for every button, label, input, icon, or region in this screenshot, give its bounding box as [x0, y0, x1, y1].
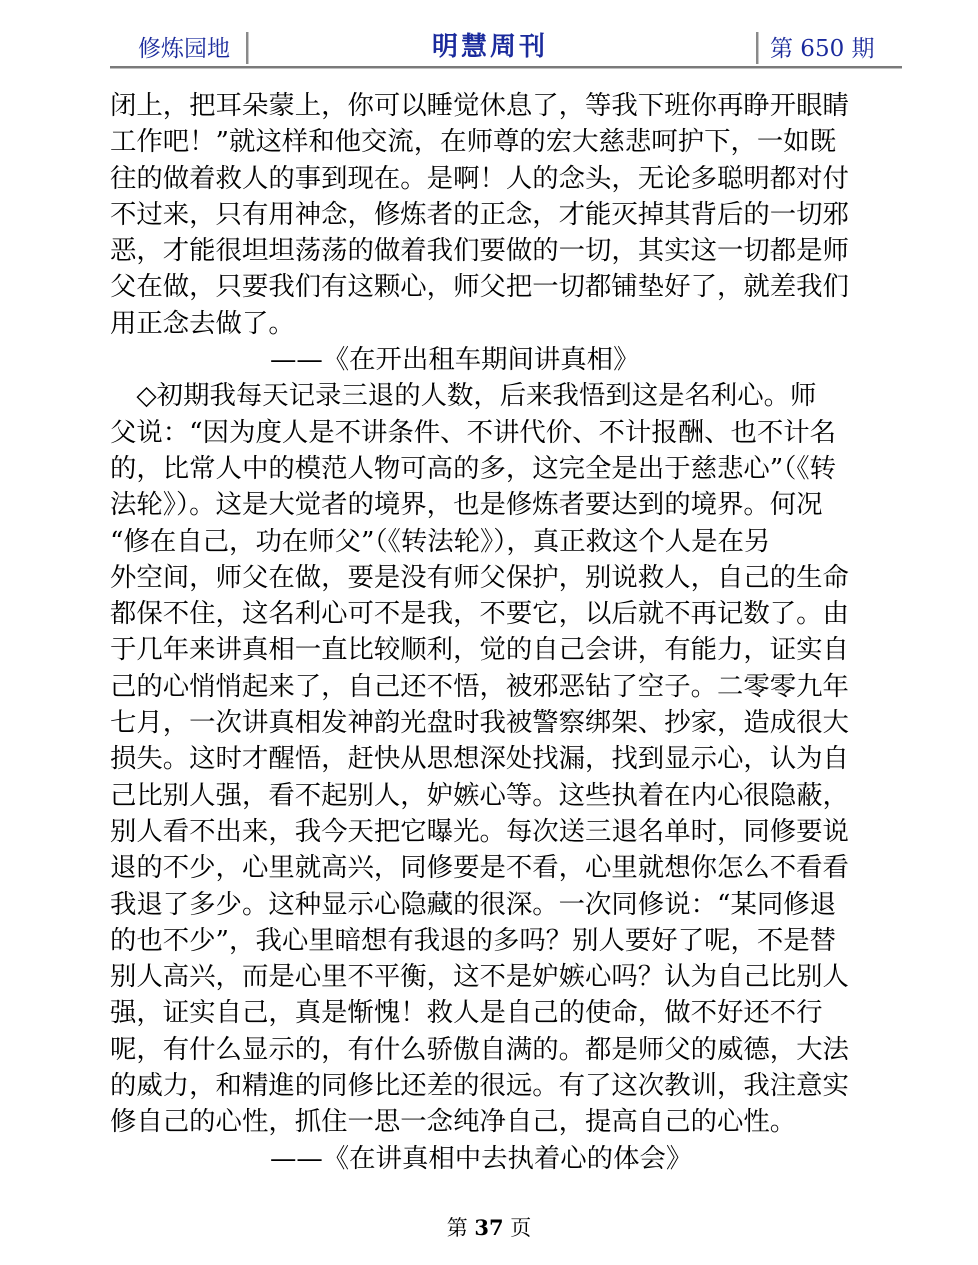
text-line: 的也不少”，我心里暗想有我退的多吗？别人要好了呢，不是替: [110, 924, 837, 956]
text-line: 工作吧！”就这样和他交流，在师尊的宏大慈悲呵护下，一如既: [110, 126, 837, 158]
header-divider-right: [756, 32, 759, 64]
publication-title: 明慧周刊: [432, 32, 549, 62]
text-line: 父说：“因为度人是不讲条件、不讲代价、不计报酬、也不计名: [110, 416, 837, 448]
text-line: 恶，才能很坦坦荡荡的做着我们要做的一切，其实这一切都是师: [110, 235, 849, 267]
text-line: “修在自己，功在师父”（《转法轮》），真正救这个人是在另: [110, 525, 771, 557]
text-line: 于几年来讲真相一直比较顺利，觉的自己会讲，有能力，证实自: [110, 634, 849, 666]
text-line: 呢，有什么显示的，有什么骄傲自满的。都是师父的威德，大法: [110, 1033, 849, 1065]
text-line: 往的做着救人的事到现在。是啊！人的念头，无论多聪明都对付: [110, 162, 849, 194]
text-line: 的威力，和精進的同修比还差的很远。有了这次教训，我注意实: [110, 1070, 849, 1102]
text-line: 外空间，师父在做，要是没有师父保护，别说救人，自己的生命: [110, 561, 849, 593]
text-line: ◇初期我每天记录三退的人数，后来我悟到这是名利心。师: [110, 380, 817, 412]
text-line: 己的心悄悄起来了，自己还不悟，被邪恶钻了空子。二零零九年: [110, 670, 849, 702]
text-line: 退的不少，心里就高兴，同修要是不看，心里就想你怎么不看看: [110, 852, 849, 884]
text-line: 七月，一次讲真相发神韵光盘时我被警察绑架、抄家，造成很大: [110, 707, 849, 739]
header-divider-left: [246, 32, 249, 64]
page-label-suffix: 页: [510, 1216, 532, 1240]
source-citation-2: ——《在讲真相中去执着心的体会》: [270, 1142, 693, 1174]
section-title: 修炼园地: [138, 36, 230, 62]
text-line: 的，比常人中的模范人物可高的多，这完全是出于慈悲心”（《转: [110, 452, 837, 484]
text-line: 法轮》）。这是大觉者的境界，也是修炼者要达到的境界。何况: [110, 489, 823, 521]
page-header: [110, 26, 902, 68]
text-line: 闭上，把耳朵蒙上，你可以睡觉休息了，等我下班你再睁开眼睛: [110, 90, 849, 121]
text-line: 己比别人强，看不起别人，妒嫉心等。这些执着在内心很隐蔽，: [110, 779, 849, 811]
text-line: 不过来，只有用神念，修炼者的正念，才能灭掉其背后的一切邪: [110, 198, 849, 230]
text-line: 强，证实自己，真是惭愧！救人是自己的使命，做不好还不行: [110, 997, 823, 1029]
issue-number: 第 650 期: [770, 36, 875, 62]
text-line: 修自己的心性，抓住一思一念纯净自己，提高自己的心性。: [110, 1106, 797, 1138]
text-line: 用正念去做了。: [110, 307, 295, 339]
text-line: 父在做，只要我们有这颗心，师父把一切都铺垫好了，就差我们: [110, 271, 849, 303]
text-line: 别人看不出来，我今天把它曝光。每次送三退名单时，同修要说: [110, 815, 849, 847]
paragraph-2: [110, 378, 900, 1140]
text-line: 别人高兴，而是心里不平衡，这不是妒嫉心吗？认为自己比别人: [110, 961, 849, 993]
page-footer: [0, 1212, 978, 1242]
header-rule: [110, 66, 902, 68]
text-line: 损失。这时才醒悟，赶快从思想深处找漏，找到显示心，认为自: [110, 743, 849, 775]
source-citation-1: ——《在开出租车期间讲真相》: [270, 344, 640, 376]
page-number: 37: [474, 1215, 504, 1240]
paragraph-1: [110, 88, 900, 342]
article-body: [110, 88, 900, 1177]
page-label-prefix: 第: [446, 1216, 468, 1240]
text-line: 都保不住，这名利心可不是我，不要它，以后就不再记数了。由: [110, 598, 849, 630]
text-line: 我退了多少。这种显示心隐藏的很深。一次同修说：“某同修退: [110, 888, 837, 920]
